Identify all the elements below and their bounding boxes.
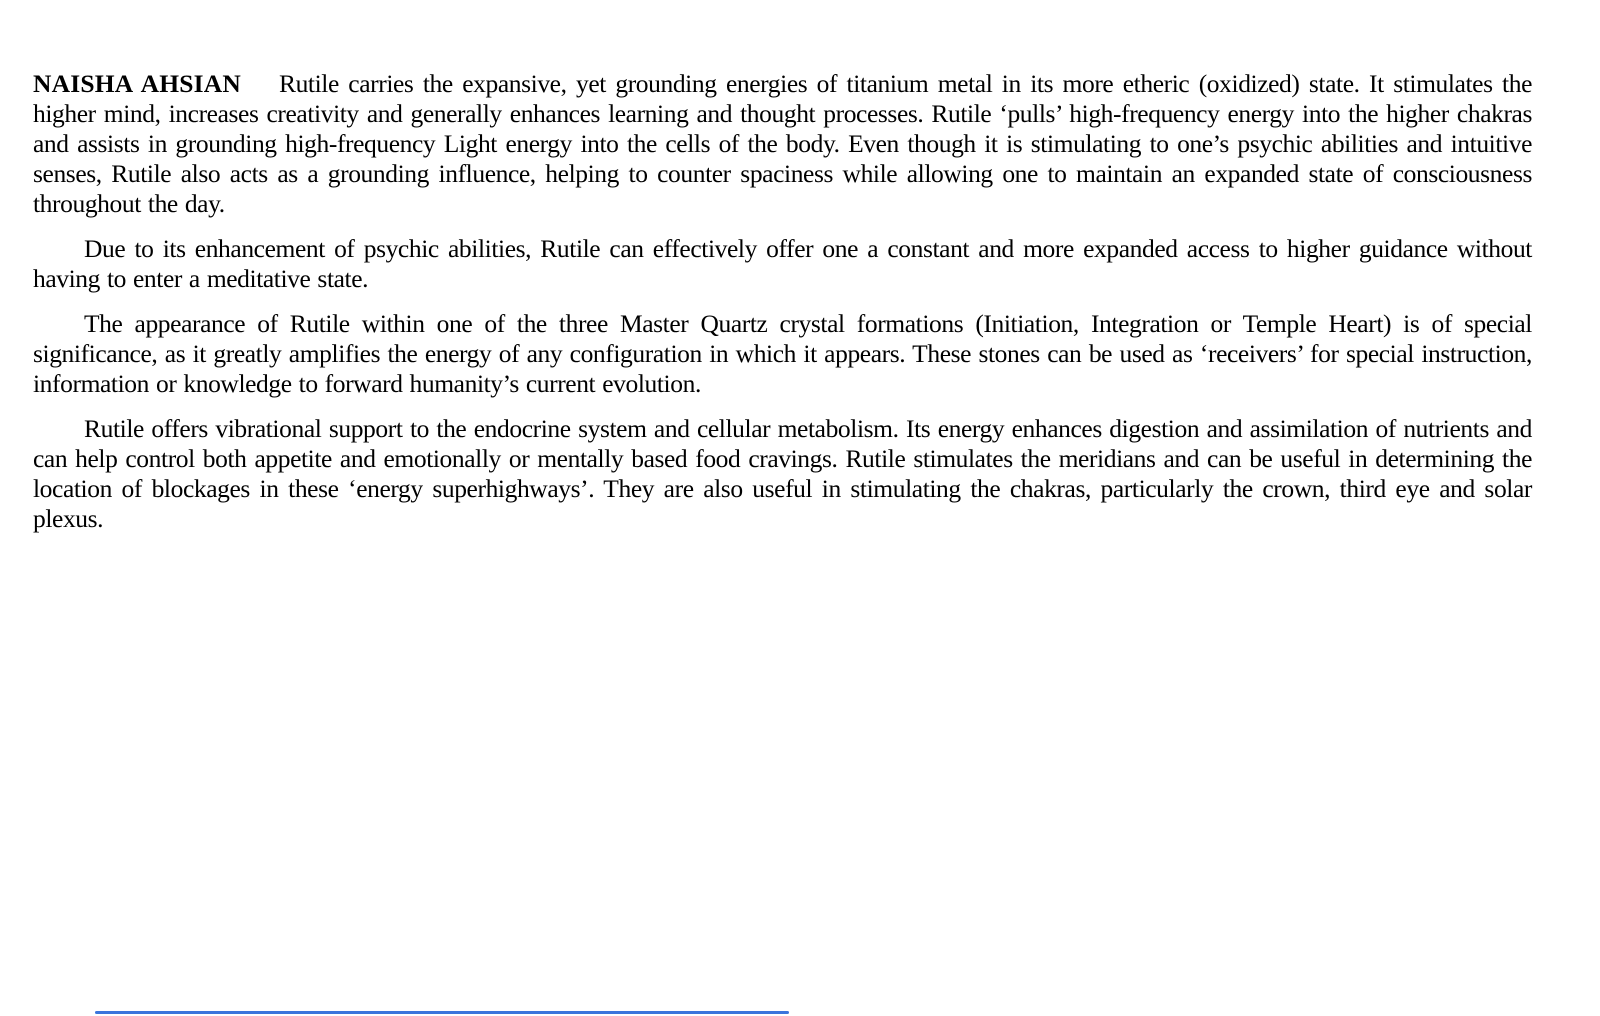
paragraph-text: Rutile carries the expansive, yet grounding energies of titanium metal in its more etheric (oxidized) state. It stimulates the higher mind, increases creativity and generally enhances learning and thought processes. Rutile ‘pulls’ high-frequency energy into the higher chakras and assists in grounding high-frequency Light energy into the cells of the body. Even though it is stimulating to one’s psychic abilities and intuitive senses, Rutile also acts as a grounding influence, helping to counter spaciness while allowing one to maintain an expanded state of consciousness throughout the day. [33,69,1532,218]
author-heading: NAISHA AHSIAN [33,69,241,98]
bottom-blue-rule [95,1011,789,1014]
paragraph-master-quartz: The appearance of Rutile within one of the three Master Quartz crystal formations (Initiation, Integration or Temple Heart) is of special significance, as it greatly amplifies the energy of any configuration in which it appears. These stones can be used as ‘receivers’ for special instruction, information or knowledge to forward humanity’s current evolution. [33,309,1532,398]
paragraph-intro [33,69,1532,219]
text-column [33,69,1532,549]
paragraph-vibrational-support: Rutile offers vibrational support to the endocrine system and cellular metabolism. Its energy enhances digestion and assimilation of nutrients and can help control both appetite and emotionally or mentally based food cravings. Rutile stimulates the meridians and can be useful in determining the location of blockages in these ‘energy superhighways’. They are also useful in stimulating the chakras, particularly the crown, third eye and solar plexus. [33,414,1532,533]
paragraph-psychic-abilities: Due to its enhancement of psychic abilities, Rutile can effectively offer one a constant and more expanded access to higher guidance without having to enter a meditative state. [33,234,1532,293]
